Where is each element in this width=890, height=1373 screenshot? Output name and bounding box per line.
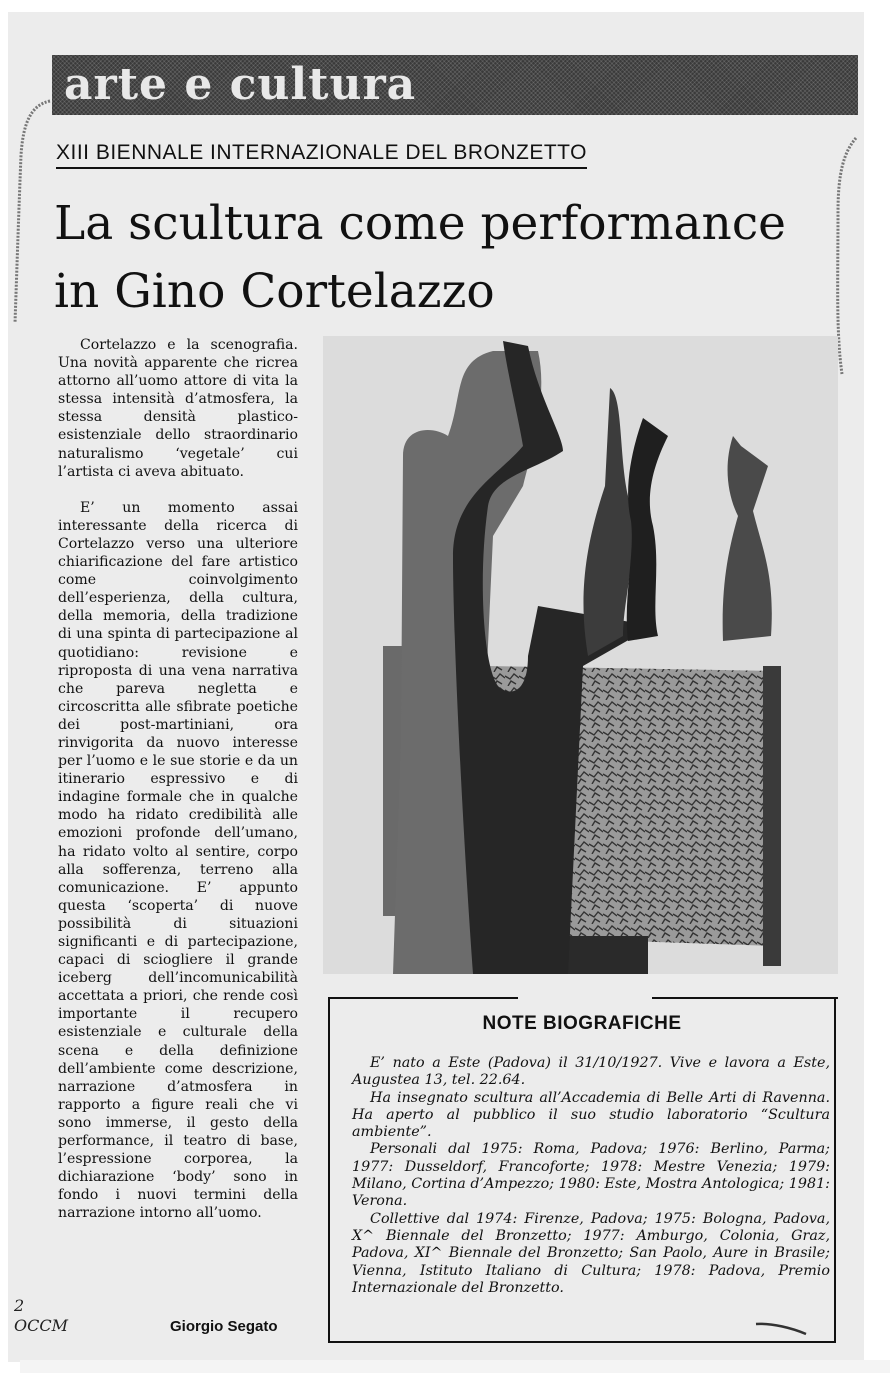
- sculpture-illustration: [323, 336, 838, 974]
- box-border-top-left: [330, 997, 518, 999]
- section-title: arte e cultura: [64, 59, 417, 110]
- headline: [54, 190, 834, 326]
- article-paragraph: E’ un momento assai interessante della ricerca di Cortelazzo verso una ulteriore chiarificazione del fare artistico come coinvolgimento dell’esperienza, della cultura, della memoria, della tradizione di una spinta di partecipazione al quotidiano: revisione e riproposta di una vena narrativa che pareva negletta e circoscritta alle sfibrate poetiche dei post-martiniani, ora rinvigorita da nuovo interesse per l’uomo e le sue storie e da un itinerario espressivo e di indagine formale che in qualche modo ha ridato credibilità alle emozioni profonde dell’umano, ha ridato volto al sentire, corpo alla sofferenza, terreno alla comunicazione. E’ appunto questa ‘scoperta’ di nuove possibilità di situazioni significanti e di partecipazione, capaci di sciogliere il grande iceberg dell’incomunicabilità accettata a priori, che rende così importante il recupero esistenziale e culturale della scena e della definizione dell’ambiente come descrizione, narrazione d’atmosfera in rapporto a figure reali che vi sono immerse, il gesto della performance, il teatro di base, l’espressione corporea, la dichiarazione ‘body’ sono in fondo i nuovi termini della narrazione intorno all’uomo.: [58, 499, 298, 1222]
- headline-line-1: La scultura come performance: [54, 196, 786, 251]
- bio-body: [352, 1055, 830, 1297]
- biographical-notes-box: [328, 997, 836, 1343]
- clipping-shadow: [20, 1360, 890, 1373]
- article-paragraph: Cortelazzo e la scenografia. Una novità apparente che ricrea attorno all’uomo attore di vita la stessa intensità d’atmosfera, la stessa densità plastico-esistenziale dello straordinario naturalismo ‘vegetale’ cui l’artista ci aveva abituato.: [58, 337, 298, 480]
- box-border-top-right: [652, 997, 838, 999]
- sculpture-photo: [323, 336, 838, 974]
- bio-paragraph: Collettive dal 1974: Firenze, Padova; 1975: Bologna, Padova, X^ Biennale del Bronzetto; 1977: Amburgo, Colonia, Graz, Padova, XI^ Biennale del Bronzetto; San Paolo, Aure in Brasile; Vienna, Istituto Italiano di Cultura; 1978: Padova, Premio Internazionale del Bronzetto.: [352, 1210, 830, 1296]
- pencil-underline-mark: [752, 1318, 812, 1338]
- section-banner: [52, 55, 858, 115]
- handwritten-note-line-2: OCCM: [14, 1316, 68, 1335]
- byline: Giorgio Segato: [170, 1318, 278, 1335]
- kicker-heading: XIII BIENNALE INTERNAZIONALE DEL BRONZETTO: [56, 141, 587, 169]
- handwritten-note: [14, 1296, 68, 1336]
- bio-title: NOTE BIOGRAFICHE: [482, 1013, 682, 1034]
- bio-paragraph: E’ nato a Este (Padova) il 31/10/1927. Vive e lavora a Este, Augustea 13, tel. 22.64.: [352, 1055, 830, 1089]
- bio-paragraph: Personali dal 1975: Roma, Padova; 1976: Berlino, Parma; 1977: Dusseldorf, Francoforte; 1978: Mestre Venezia; 1979: Milano, Cortina d’Ampezzo; 1980: Este, Mostra Antologica; 1981: Verona.: [352, 1141, 830, 1210]
- pencil-bracket-left: [5, 95, 55, 335]
- headline-line-2: in Gino Cortelazzo: [54, 264, 495, 319]
- handwritten-note-line-1: 2: [14, 1296, 25, 1315]
- bio-paragraph: Ha insegnato scultura all’Accademia di Belle Arti di Ravenna. Ha aperto al pubblico il suo studio laboratorio “Scultura ambiente”.: [352, 1089, 830, 1141]
- article-body: [58, 336, 298, 1241]
